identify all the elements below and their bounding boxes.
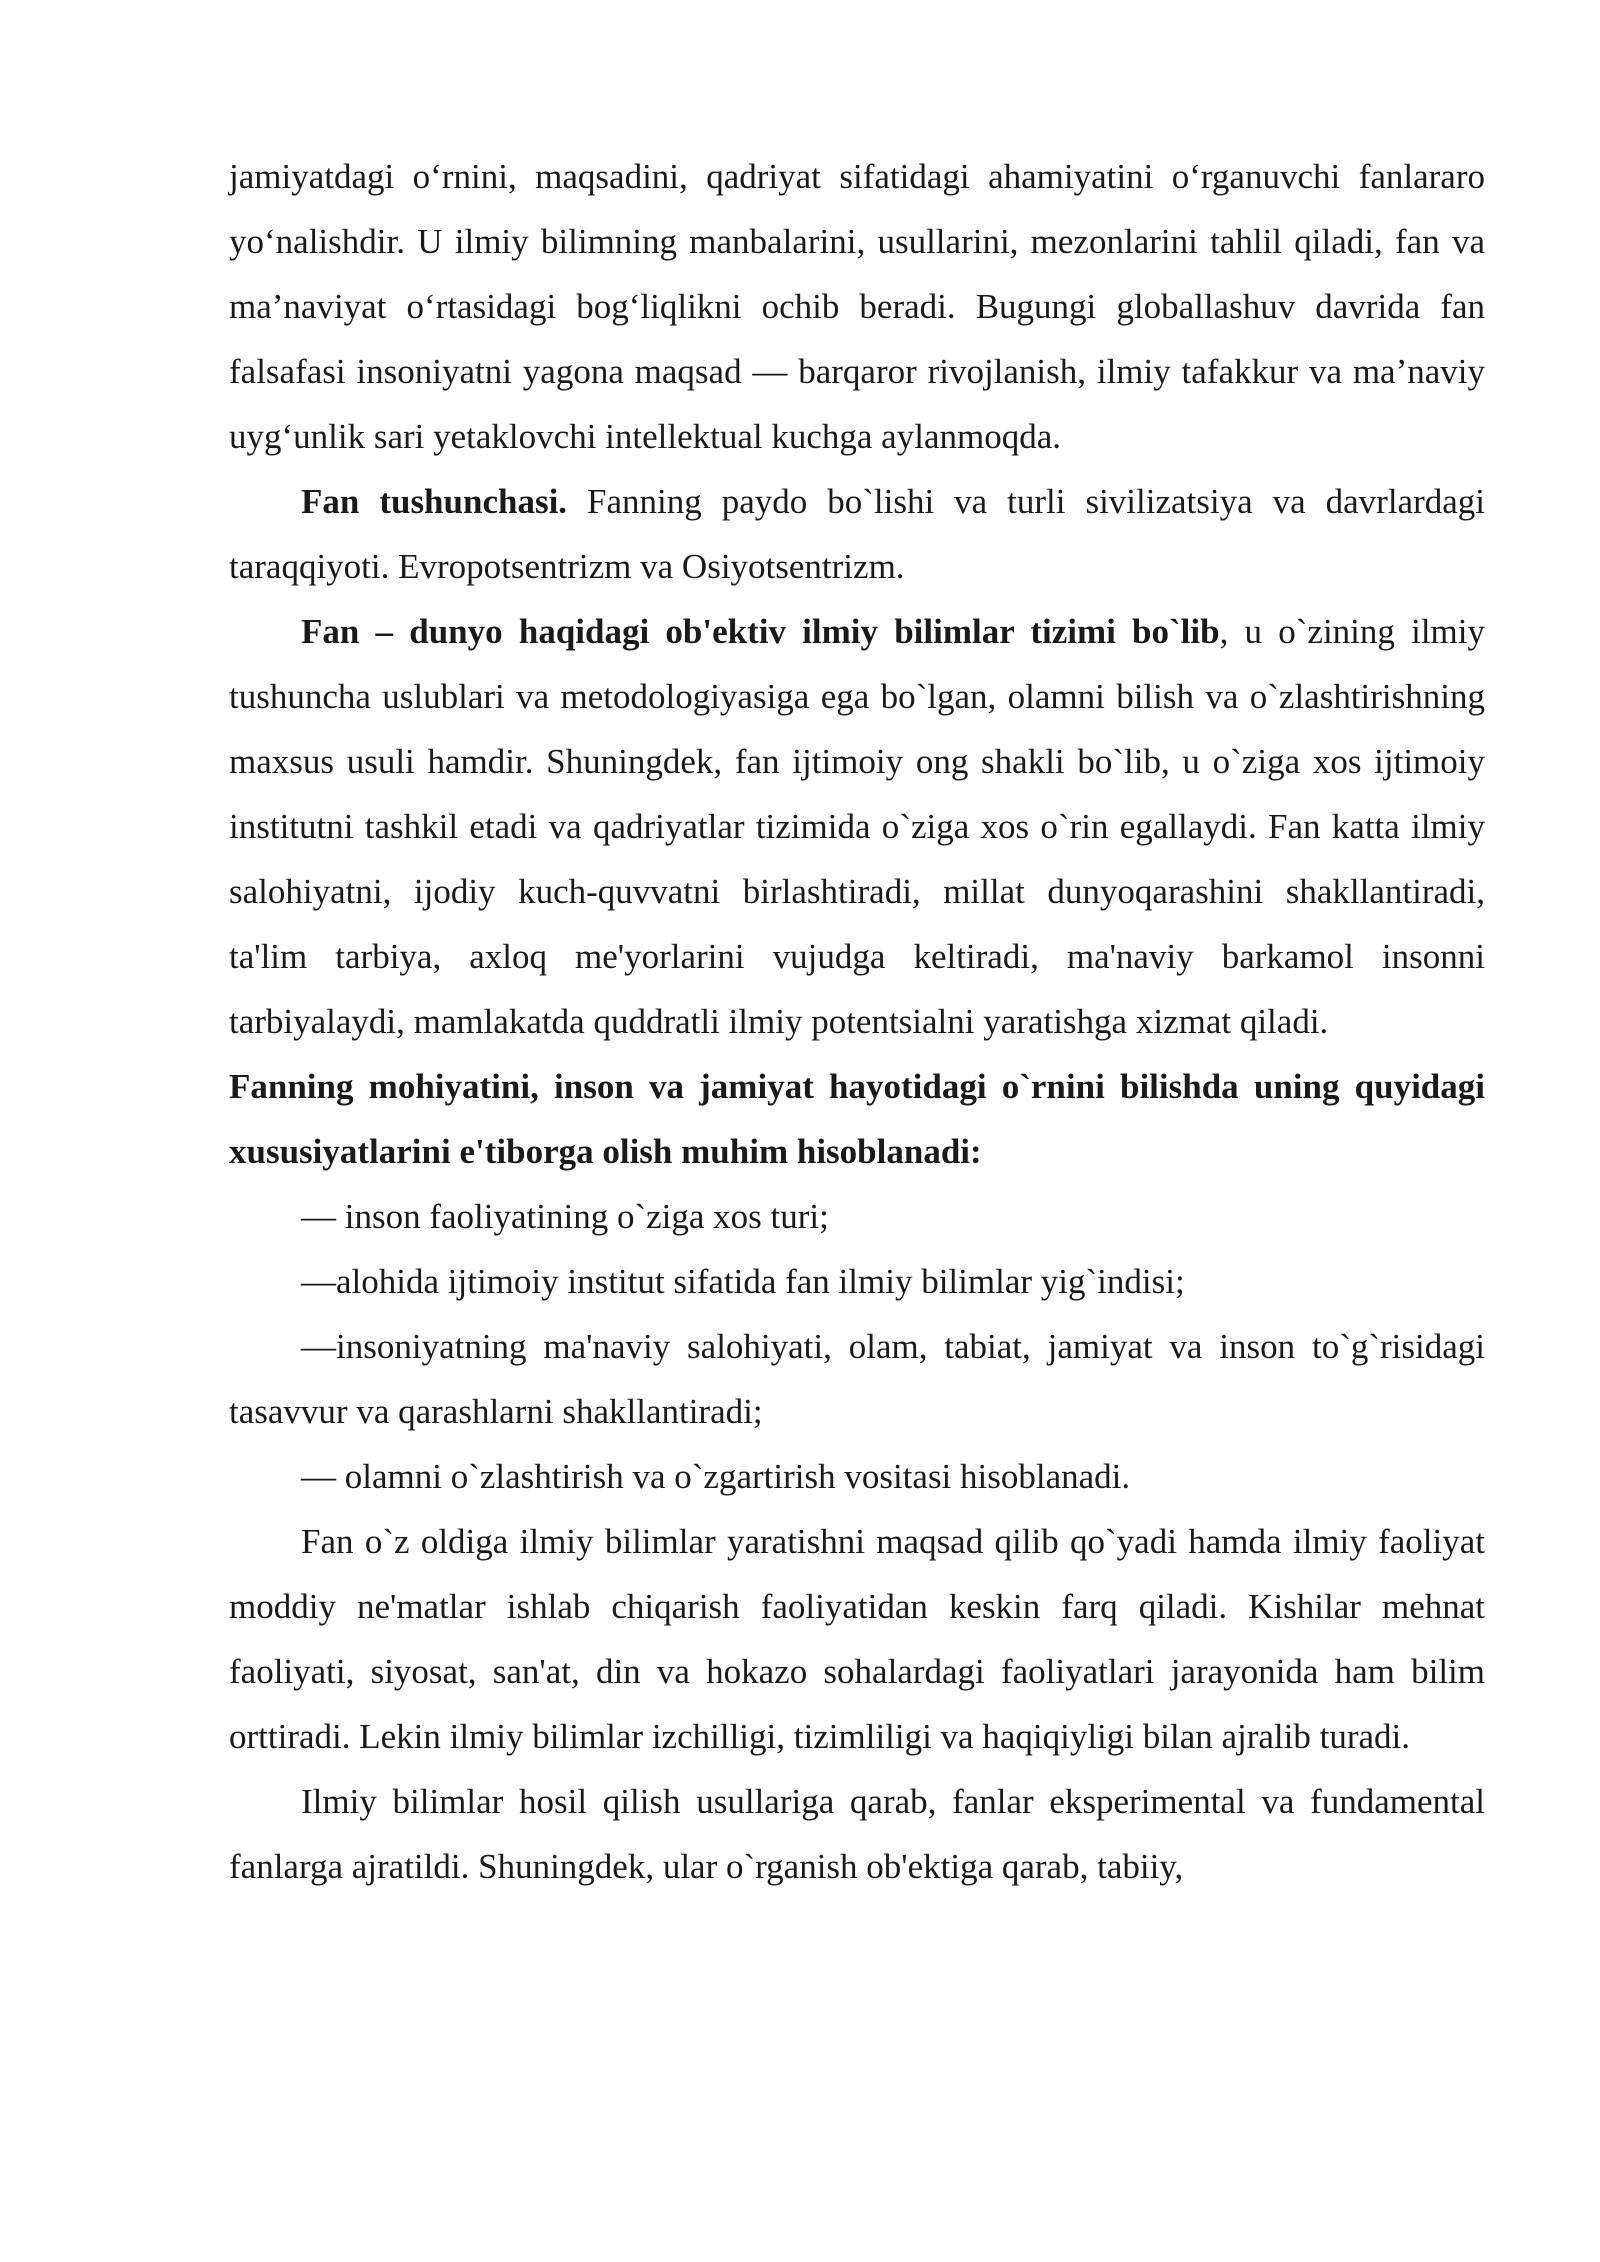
paragraph-intro-continuation: jamiyatdagi o‘rnini, maqsadini, qadriyat sifatidagi ahamiyatini o‘rganuvchi fanlararo yo‘nalishdir. U ilmiy bilimning manbalarini, usullarini, mezonlarini tahlil qiladi, fan va ma’naviyat o‘rtasidagi bog‘liqlikni ochib beradi. Bugungi globallashuv davrida fan falsafasi insoniyatni yagona maqsad — barqaror rivojlanish, ilmiy tafakkur va ma’naviy uyg‘unlik sari yetaklovchi intellektual kuchga aylanmoqda.	[229, 157, 1485, 456]
paragraph-fan-goal: Fan o`z oldiga ilmiy bilimlar yaratishni maqsad qilib qo`yadi hamda ilmiy faoliyat moddiy ne'matlar ishlab chiqarish faoliyatidan keskin farq qiladi. Kishilar mehnat faoliyati, siyosat, san'at, din va hokazo sohalardagi faoliyatlari jarayonida ham bilim orttiradi. Lekin ilmiy bilimlar izchilligi, tizimliligi va haqiqiyligi bilan ajralib turadi.	[229, 1522, 1485, 1756]
list-item: —alohida ijtimoiy institut sifatida fan ilmiy bilimlar yig`indisi;	[301, 1262, 1185, 1301]
paragraph-features-heading: Fanning mohiyatini, inson va jamiyat hayotidagi o`rnini bilishda uning quyidagi xususiyatlarini e'tiborga olish muhim hisoblanadi:	[229, 1067, 1485, 1171]
paragraph-fan-tushunchasi-text: Fanning paydo bo`lishi va turli sivilizatsiya va davrlardagi taraqqiyoti. Evropotsentrizm va Osiyotsentrizm.	[229, 482, 1485, 586]
document-body	[229, 144, 1485, 1899]
heading-fan-tushunchasi: Fan tushunchasi.	[301, 482, 568, 521]
fan-definition-text: , u o`zining ilmiy tushuncha uslublari va metodologiyasiga ega bo`lgan, olamni bilish va o`zlashtirishning maxsus usuli hamdir. Shuningdek, fan ijtimoiy ong shakli bo`lib, u o`ziga xos ijtimoiy institutni tashkil etadi va qadriyatlar tizimida o`ziga xos o`rin egallaydi. Fan katta ilmiy salohiyatni, ijodiy kuch-quvvatni birlashtiradi, millat dunyoqarashini shakllantiradi, ta'lim tarbiya, axloq me'yorlarini vujudga keltiradi, ma'naviy barkamol insonni tarbiyalaydi, mamlakatda quddratli ilmiy potentsialni yaratishga xizmat qiladi.	[229, 612, 1485, 1041]
fan-definition-bold: Fan – dunyo haqidagi ob'ektiv ilmiy bilimlar tizimi bo`lib	[301, 612, 1220, 651]
list-item: — olamni o`zlashtirish va o`zgartirish vositasi hisoblanadi.	[301, 1457, 1131, 1496]
list-item: —insoniyatning ma'naviy salohiyati, olam, tabiat, jamiyat va inson to`g`risidagi tasavvur va qarashlarni shakllantiradi;	[229, 1327, 1485, 1431]
paragraph-fan-definition	[229, 599, 1485, 1054]
list-item: — inson faoliyatining o`ziga xos turi;	[301, 1197, 829, 1236]
paragraph-fan-classification: Ilmiy bilimlar hosil qilish usullariga qarab, fanlar eksperimental va fundamental fanlarga ajratildi. Shuningdek, ular o`rganish ob'ektiga qarab, tabiiy,	[229, 1782, 1485, 1886]
paragraph-fan-tushunchasi	[229, 469, 1485, 599]
